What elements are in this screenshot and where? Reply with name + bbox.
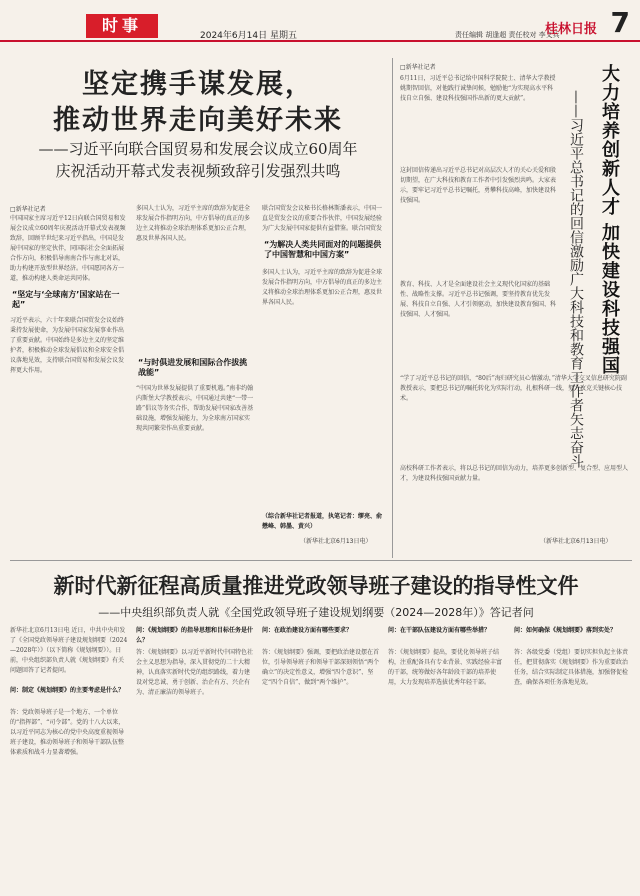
section-tab: 时事: [86, 14, 158, 38]
article1-title-line2: 推动世界走向美好未来: [53, 105, 343, 136]
article1-reporter: □新华社记者: [10, 206, 46, 213]
article1-title-line1: 坚定携手谋发展，: [82, 69, 314, 100]
article1-para5-cont: 多国人士认为，习近平主席的致辞为促进全球发展合作指明方向，中方倡导的真正的多边主义将推动全球治理体系更加公正合理，惠及世界各国人民。: [262, 269, 383, 306]
article2-para2: 这封回信传递出习近平总书记对高层次人才的关心关爱和殷切期望，在广大科技和教育工作者中引发强烈共鸣。大家表示，要牢记习近平总书记嘱托，勇攀科技高峰，加快建设科技强国。: [400, 167, 557, 204]
article2-para5: 高校科研工作者表示，将以总书记的回信为动力，培养更多创新型、复合型、应用型人才，为建设科技强国贡献力量。: [400, 465, 629, 482]
article1-subhead1: “坚定与‘全球南方’国家站在一起”: [12, 290, 120, 309]
article3-a1: 答：党政领导班子是一个地方、一个单位的“指挥部”、“司令部”。党的十八大以来，以习近平同志为核心的党中央高度重视领导班子建设，推动领导班子和领导干部队伍整体素质和战斗力显著增强。: [10, 709, 125, 756]
article3-subtitle: ——中央组织部负责人就《全国党政领导班子建设规划纲要（2024—2028年）》答记者问: [98, 606, 534, 619]
issue-date: 2024年6月14日 星期五: [200, 31, 297, 41]
article1-para2: 习近平表示，六十年来联合国贸发会议始终秉持发展使命，为发展中国家发展事业作出了重要贡献。中国始终是多边主义的坚定维护者，积极推动全球发展倡议和全球安全倡议落地见效，支持联合国贸易和发展会议发挥更大作用。: [10, 317, 125, 374]
article2-reporter: □新华社记者: [400, 64, 436, 71]
section-divider: [10, 560, 632, 561]
article3-q4: 问：在干部队伍建设方面有哪些举措？: [388, 627, 491, 634]
column-divider: [392, 58, 393, 558]
article1-para4: “中国为世界发展提供了重要机遇。”南非约翰内斯堡大学教授表示，中国通过共建“一带一路”倡议等务实合作，帮助发展中国家改善基础设施，增强发展能力，为全球南方国家实现共同繁荣作出重要贡献。: [136, 385, 254, 432]
article3-a2: 答：《规划纲要》以习近平新时代中国特色社会主义思想为指导，深入贯彻党的二十大精神，认真落实新时代党的组织路线，着力建设对党忠诚、勇于创新、治企有方、兴企有为、清正廉洁的领导班子。: [136, 649, 254, 696]
article3-intro: 新华社北京6月13日电 近日，中共中央印发了《全国党政领导班子建设规划纲要（2024—2028年）》（以下简称《规划纲要》）。日前，中央组织部负责人就《规划纲要》有关问题回答了记者提问。: [10, 627, 128, 674]
page-number: 7: [610, 6, 630, 39]
article3-q1: 问：制定《规划纲要》的主要考虑是什么？: [10, 687, 125, 694]
article3-a4: 答：《规划纲要》提出，要优化领导班子结构，注重配备具有专业背景、实践经验丰富的干部，统筹做好各年龄段干部的培养使用，大力发现培养选拔优秀年轻干部。: [388, 649, 503, 686]
article3-q3: 问：在政治建设方面有哪些要求？: [262, 627, 353, 634]
article1-credit: （综合新华社记者报道，执笔记者：缪亮、俞懋峰、韩墨、黄兴）: [262, 513, 383, 530]
article3-a5: 答：各级党委（党组）要切实担负起主体责任，把贯彻落实《规划纲要》作为重要政治任务，结合实际制定具体措施，加强督促检查，确保各项任务落地见效。: [514, 649, 629, 686]
article1-subhead2: “为解决人类共同面对的问题提供了中国智慧和中国方案”: [264, 240, 382, 259]
article2-title: 大力培养创新人才 加快建设科技强国: [599, 64, 620, 376]
article2-para3: 教育、科技、人才是全面建设社会主义现代化国家的基础性、战略性支撑。习近平总书记强调，要坚持教育优先发展、科技自立自强、人才引领驱动，加快建设教育强国、科技强国、人才强国。: [400, 281, 557, 318]
article1-subhead3: “与时俱进发展和国际合作拔挑战能”: [138, 358, 248, 377]
article2-para4: “学了习近平总书记的回信，“80后”海归研究员心情激动，”清华大学交叉信息研究院副教授表示，要把总书记的嘱托转化为实际行动，扎根科研一线，努力攻克关键核心技术。: [400, 375, 627, 402]
article2-subtitle: ——习近平总书记的回信激励广大科技和教育工作者矢志奋斗: [568, 90, 584, 468]
article3-a3: 答：《规划纲要》强调，要把政治建设摆在首位，引导领导班子和领导干部深刻领悟“两个确立”的决定性意义，增强“四个意识”、坚定“四个自信”、做到“两个维护”。: [262, 649, 380, 686]
article3-q5: 问：如何确保《规划纲要》落到实处？: [514, 627, 617, 634]
article1-end-note: （新华社北京6月13日电）: [300, 538, 372, 545]
page-header: [0, 0, 640, 42]
article1-para5: 联合国贸发会议秘书长格林斯潘表示，中国一直是贸发会议的重要合作伙伴，中国发展经验为广大发展中国家提供有益借鉴。联合国贸发: [262, 205, 383, 232]
article3-q2: 问：《规划纲要》的指导思想和目标任务是什么？: [136, 627, 254, 644]
article1-intro: 中国国家主席习近平12日向联合国贸易和发展会议成立60周年庆祝活动开幕式发表视频致辞，回顾半世纪来习近平指出，中国是发展中国家的坚定伙伴，同国际社会全面拓展合作方向，积极倡导南南合作与南北对话，助力构建开放型世界经济。中国愿同各方一道，推动构建人类命运共同体。: [10, 215, 126, 282]
article2-intro: 6月11日，习近平总书记给中国科学院院士、清华大学教授姚期智回信，对他践行诚挚问候，勉励他“为实现高水平科技自立自强、建设科技强国作出新的更大贡献”。: [400, 75, 556, 102]
article1-headline-block: [10, 48, 386, 198]
article3-title: 新时代新征程高质量推进党政领导班子建设的指导性文件: [53, 574, 579, 598]
newspaper-logo: 桂林日报: [545, 22, 598, 37]
article1-subtitle2: 庆祝活动开幕式发表视频致辞引发强烈共鸣: [55, 162, 341, 180]
article1-para3: 多国人士认为，习近平主席的致辞为促进全球发展合作指明方向，中方倡导的真正的多边主义将推动全球治理体系更加公正合理，惠及世界各国人民。: [136, 205, 251, 242]
editor-credits: 责任编辑 胡逢超 责任校对 李义兵: [455, 31, 560, 39]
article2-end-note: （新华社北京6月13日电）: [540, 538, 612, 545]
article1-subtitle1: ——习近平向联合国贸易和发展会议成立60周年: [38, 140, 358, 158]
